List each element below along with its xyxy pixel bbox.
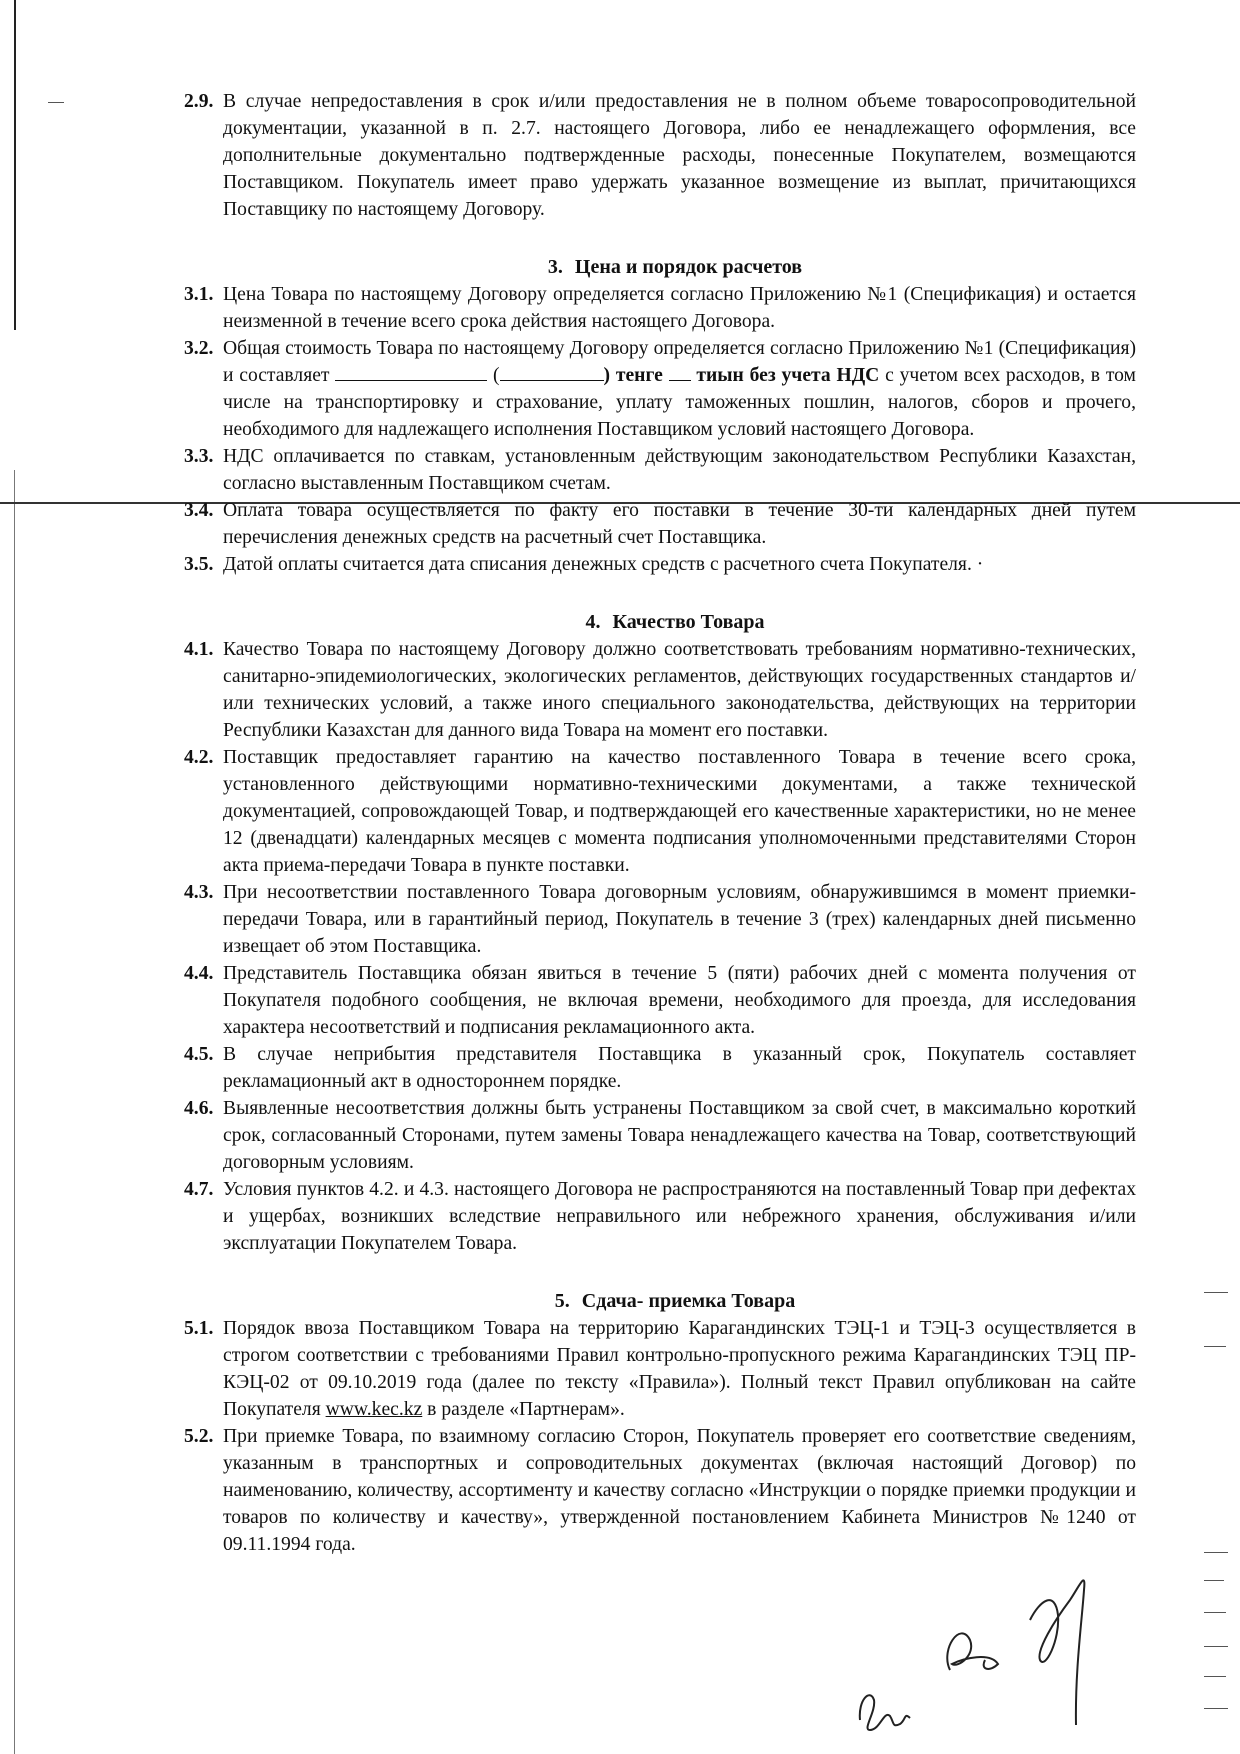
clause-text: НДС оплачивается по ставкам, установленным действующим законодательством Республики Казахстан, согласно выставленным Поставщиком счетам. [223,446,1136,494]
clause-text: Качество Товара по настоящему Договору должно соответствовать требованиям нормативно-технических, санитарно-эпидемиологических, экологических регламентов, действующих государственных стандартов и/или технических условий, а также иного специального законодательства, действующих на территории Республики Казахстан для данного вида Товара на момент его поставки. [223,639,1136,741]
section-title: Сдача- приемка Товара [581,1290,796,1312]
website-link[interactable]: www.kec.kz [325,1399,423,1420]
section-title: Цена и порядок расчетов [574,256,803,278]
clause-number: 4.5. [184,1044,214,1065]
handwritten-signatures [840,1560,1130,1740]
clause-4-5 [184,1041,1136,1095]
signature-initials-stroke [860,1695,910,1730]
tiyn-blank-field [669,363,691,381]
scan-mark [1204,1346,1226,1347]
signature-middle-stroke [947,1633,998,1670]
scan-mark [48,102,64,103]
scan-mark [1204,1708,1228,1709]
clause-number: 3.2. [184,338,214,359]
clause-number: 4.2. [184,747,214,768]
amount-words-blank-field [500,363,604,381]
clause-text: Выявленные несоответствия должны быть устранены Поставщиком за свой счет, в максимально короткий срок, согласованный Сторонами, путем замены Товара ненадлежащего качества на Товар, соответствующий договорным условиям. [223,1098,1136,1173]
signature-right-stroke [1030,1580,1084,1725]
clause-number: 4.3. [184,882,214,903]
clause-3-4 [184,497,1136,551]
clause-text-part: в разделе «Партнерам». [422,1399,625,1420]
clause-text: Условия пунктов 4.2. и 4.3. настоящего Договора не распространяются на поставленный Товар при дефектах и ущербах, возникших вследствие неправильного или небрежного хранения, обслуживания и/или эксплуатации Покупателем Товара. [223,1179,1136,1254]
clause-text: При несоответствии поставленного Товара договорным условиям, обнаружившимся в момент приемки-передачи Товара, или в гарантийный период, Покупатель в течение 3 (трех) календарных дней письменно извещает об этом Поставщика. [223,882,1136,957]
amount-blank-field [335,363,487,381]
clause-3-1 [184,281,1136,335]
clause-number: 3.1. [184,284,214,305]
section-number: 4. [585,611,601,633]
clause-text-part: Порядок ввоза Поставщиком Товара на территорию Карагандинских ТЭЦ-1 и ТЭЦ-3 осуществляется в строгом соответствии с требованиями Правил контрольно-пропускного режима Карагандинских ТЭЦ ПР-КЭЦ-02 от 09.10.2019 года (далее по тексту «Правила»). Полный текст Правил опубликован на сайте Покупателя [223,1318,1136,1420]
clause-number: 2.9. [184,91,214,112]
clause-number: 4.7. [184,1179,214,1200]
scan-mark [1204,1580,1224,1581]
section-4-heading [184,609,1136,636]
clause-text: При приемке Товара, по взаимному согласию Сторон, Покупатель проверяет его соответствие сведениям, указанным в транспортных и сопроводительных документах (включая настоящий Договор) по наименованию, количеству, ассортименту и качеству согласно «Инструкции о порядке приемки продукции и товаров по количеству и качеству», утвержденной постановлением Кабинета Министров №1240 от 09.11.1994 года. [223,1426,1136,1555]
clause-3-5 [184,551,1136,578]
clause-number: 3.3. [184,446,214,467]
clause-text: Цена Товара по настоящему Договору определяется согласно Приложению №1 (Спецификация) и остается неизменной в течение всего срока действия настоящего Договора. [223,284,1136,332]
clause-number: 5.1. [184,1318,214,1339]
scan-mark [1204,1676,1226,1677]
clause-2-9 [184,88,1136,223]
clause-4-2 [184,744,1136,879]
scan-mark [1204,1646,1228,1647]
scan-mark [1204,1292,1228,1293]
clause-text [223,1315,1136,1423]
clause-4-6 [184,1095,1136,1176]
scan-left-edge-line-lower [14,470,15,1754]
clause-text [223,335,1136,443]
clause-4-3 [184,879,1136,960]
clause-text: В случае неприбытия представителя Поставщика в указанный срок, Покупатель составляет рекламационный акт в одностороннем порядке. [223,1044,1136,1092]
clause-text-part: ( [487,365,500,386]
clause-text-part: с учетом всех расходов, в том числе на транспортировку и страхование, уплату таможенных пошлин, налогов, сборов и прочего, необходимого для надлежащего исполнения Поставщиком условий настоящего Договора. [223,365,1136,440]
clause-5-1 [184,1315,1136,1423]
clause-4-4 [184,960,1136,1041]
clause-text: Оплата товара осуществляется по факту его поставки в течение 30-ти календарных дней путем перечисления денежных средств на расчетный счет Поставщика. [223,500,1136,548]
section-number: 5. [554,1290,570,1312]
clause-text: Датой оплаты считается дата списания денежных средств с расчетного счета Покупателя. · [223,554,984,575]
clause-5-2 [184,1423,1136,1558]
clause-number: 4.4. [184,963,214,984]
clause-3-3 [184,443,1136,497]
clause-number: 3.5. [184,554,214,575]
clause-4-1 [184,636,1136,744]
section-title: Качество Товара [612,611,765,633]
clause-text-part: Общая стоимость Товара по настоящему Договору определяется согласно Приложению №1 (Спецификация) и составляет [223,338,1136,386]
clause-text: Представитель Поставщика обязан явиться в течение 5 (пяти) рабочих дней с момента получения от Покупателя подобного сообщения, не включая времени, необходимого для проезда, для исследования характера несоответствий и подписания рекламационного акта. [223,963,1136,1038]
clause-text: В случае непредоставления в срок и/или предоставления не в полном объеме товаросопроводительной документации, указанной в п. 2.7. настоящего Договора, либо ее ненадлежащего оформления, все дополнительные документально подтвержденные расходы, понесенные Покупателем, возмещаются Поставщиком. Покупатель имеет право удержать указанное возмещение из выплат, причитающихся Поставщику по настоящему Договору. [223,91,1136,220]
currency-label: ) тенге [603,365,669,386]
clause-number: 4.1. [184,639,214,660]
vat-label: тиын без учета НДС [690,365,880,386]
clause-text: Поставщик предоставляет гарантию на качество поставленного Товара в течение всего срока, установленного действующими нормативно-техническими документами, а также технической документацией, сопровождающей Товар, и подтверждающей его качественные характеристики, но не менее 12 (двенадцати) календарных месяцев с момента подписания уполномоченными представителями Сторон акта приема-передачи Товара в пункте поставки. [223,747,1136,876]
contract-body [184,88,1136,1558]
section-3-heading [184,254,1136,281]
scan-left-edge-line [14,0,16,330]
section-5-heading [184,1288,1136,1315]
scan-mark [1204,1612,1226,1613]
clause-number: 5.2. [184,1426,214,1447]
scan-mark [1204,1552,1228,1553]
clause-4-7 [184,1176,1136,1257]
clause-3-2 [184,335,1136,443]
clause-number: 4.6. [184,1098,214,1119]
section-number: 3. [547,256,563,278]
clause-number: 3.4. [184,500,214,521]
